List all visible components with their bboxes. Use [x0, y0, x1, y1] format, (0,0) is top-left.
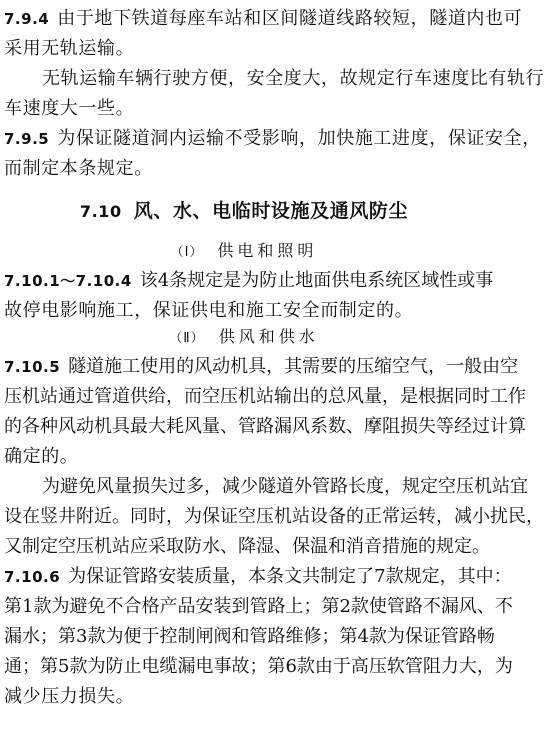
- clause-7-10-5-line-1: [4, 352, 519, 382]
- clause-text: 该4条规定是为防止地面供电系统区域性或事: [139, 270, 494, 291]
- clause-text: 为避免风量损失过多，减少隧道外管路长度，规定空压机站宜: [42, 476, 528, 497]
- clause-7-10-6-line-3: [4, 622, 495, 652]
- clause-7-9-4-line-2: [4, 34, 484, 64]
- clause-7-10-5-line-4: [4, 442, 484, 472]
- clause-text: 由于地下铁道每座车站和区间隧道线路较短，隧道内也可: [57, 8, 523, 29]
- clause-text: 而制定本条规定。: [4, 158, 153, 179]
- clause-number: 7.10.6: [4, 568, 61, 586]
- clause-text: 设在竖井附近。同时，为保证空压机站设备的正常运转，减小扰民，: [4, 506, 544, 527]
- section-heading: [4, 196, 484, 226]
- clause-7-10-1-line-1: [4, 266, 494, 296]
- clause-7-10-5-line-2: [4, 382, 526, 412]
- clause-number: 7.9.4: [4, 10, 50, 28]
- clause-7-9-4-line-1: [4, 4, 523, 34]
- subsection-heading-1: [4, 236, 484, 266]
- section-title: 风、水、电临时设施及通风防尘: [133, 200, 409, 222]
- clause-text: 采用无轨运输。: [4, 38, 135, 59]
- clause-text: 漏水；第3款为便于控制闸阀和管路维修；第4款为保证管路畅: [4, 626, 495, 647]
- subsection-number: （Ⅰ）: [170, 245, 204, 260]
- subsection-title: 供风和供水: [218, 327, 319, 346]
- clause-text: 压机站通过管道供给，而空压机站输出的总风量，是根据同时工作: [4, 386, 526, 407]
- subsection-number: （Ⅱ）: [169, 331, 205, 346]
- clause-text: 第1款为避免不合格产品安装到管路上；第2款使管路不漏风、不: [4, 596, 513, 617]
- clause-text: 无轨运输车辆行驶方便，安全度大，故规定行车速度比有轨行: [42, 68, 544, 89]
- clause-7-9-4-line-4: [4, 94, 484, 124]
- clause-7-10-5-line-6: [4, 502, 544, 532]
- clause-text: 又制定空压机站应采取防水、降湿、保温和消音措施的规定。: [4, 536, 490, 557]
- clause-text: 车速度大一些。: [4, 98, 135, 119]
- clause-text: 为保证隧道洞内运输不受影响，加快施工进度，保证安全，: [57, 128, 541, 149]
- clause-7-10-5-line-3: [4, 412, 526, 442]
- subsection-heading-2: [4, 322, 484, 352]
- clause-7-10-6-line-4: [4, 652, 513, 682]
- clause-7-10-6-line-1: [4, 562, 512, 592]
- clause-7-10-6-line-2: [4, 592, 513, 622]
- clause-7-9-4-line-3: [4, 64, 544, 94]
- clause-text: 通；第5款为防止电缆漏电事故；第6款由于高压软管阻力大，为: [4, 656, 513, 677]
- clause-7-10-6-line-5: [4, 682, 484, 712]
- clause-number: 7.10.1～7.10.4: [4, 272, 132, 290]
- section-number: 7.10: [79, 202, 122, 221]
- clause-text: 为保证管路安装质量，本条文共制定了7款规定，其中：: [68, 566, 512, 587]
- clause-text: 的各种风动机具最大耗风量、管路漏风系数、摩阻损失等经过计算: [4, 416, 526, 437]
- subsection-title: 供电和照明: [217, 241, 318, 260]
- clause-text: 故停电影响施工，保证供电和施工安全而制定的。: [4, 300, 414, 321]
- clause-text: 隧道施工使用的风动机具，其需要的压缩空气，一般由空: [68, 356, 519, 377]
- clause-text: 确定的。: [4, 446, 79, 467]
- clause-7-9-5-line-2: [4, 154, 484, 184]
- clause-text: 减少压力损失。: [4, 686, 135, 707]
- clause-number: 7.10.5: [4, 358, 61, 376]
- clause-7-10-5-line-7: [4, 532, 490, 562]
- clause-7-9-5-line-1: [4, 124, 541, 154]
- clause-7-10-5-line-5: [4, 472, 528, 502]
- clause-number: 7.9.5: [4, 130, 50, 148]
